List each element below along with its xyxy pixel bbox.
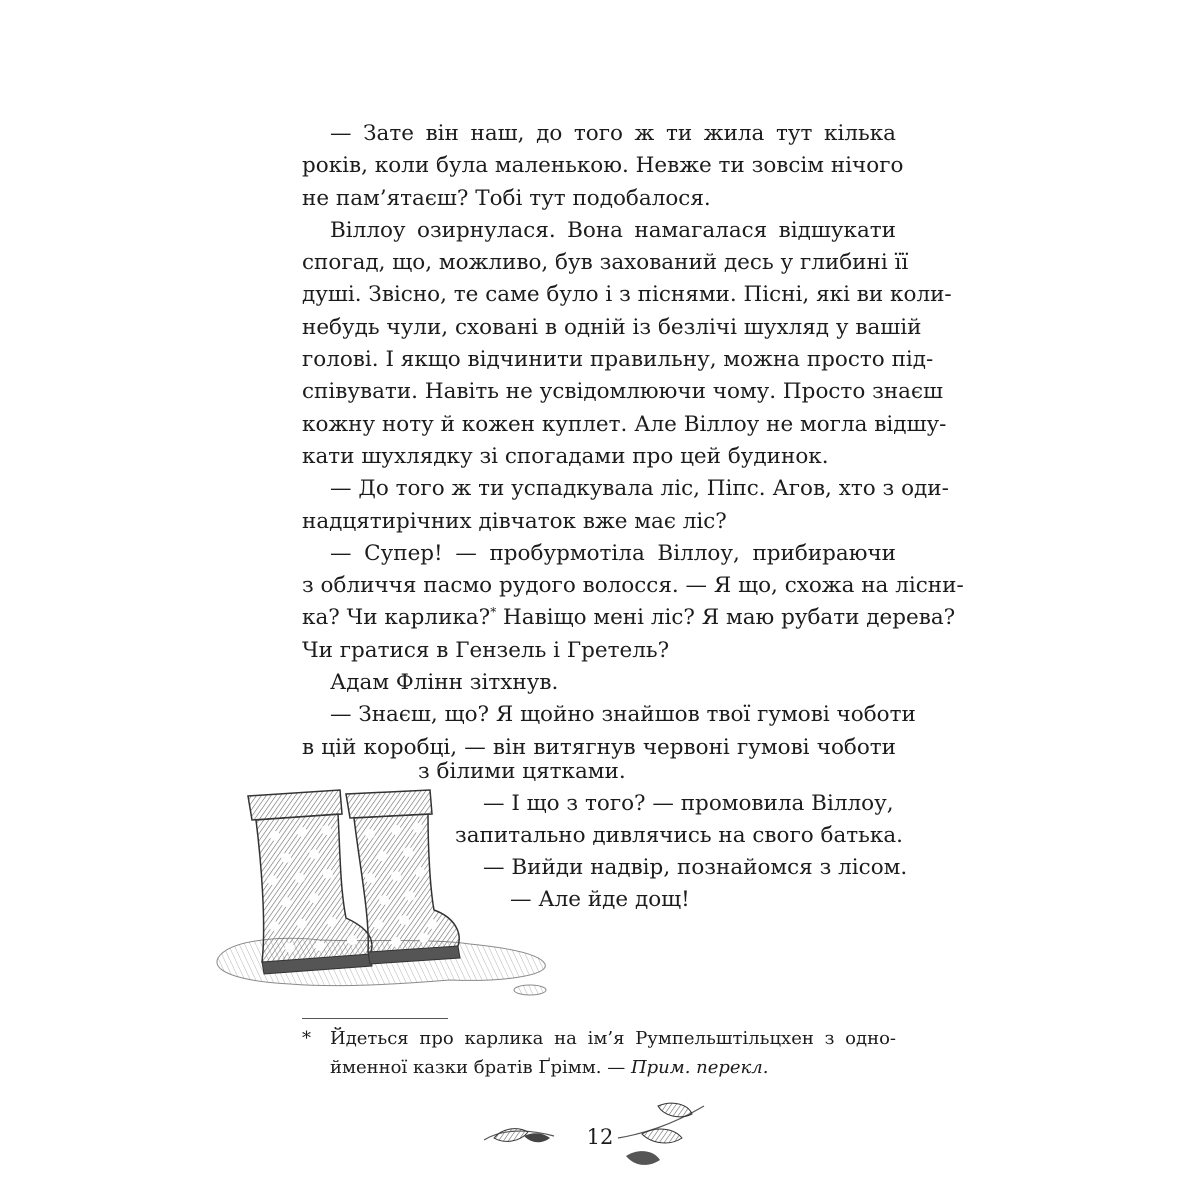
rubber-boots-illustration — [200, 778, 580, 1000]
text-line: співувати. Навіть не усвідомлюючи чому. Просто знаєш — [302, 379, 944, 405]
text-line: — Супер! — пробурмотіла Віллоу, прибираючи — [330, 540, 896, 566]
footnote-line — [302, 1053, 896, 1082]
text-line — [302, 602, 956, 634]
text-line: — Знаєш, що? Я щойно знайшов твої гумові чоботи — [330, 702, 916, 728]
text-line: не пам’ятаєш? Тобі тут подобалося. — [302, 185, 711, 211]
footnote-line — [302, 1024, 896, 1053]
text-line: років, коли була маленькою. Невже ти зовсім нічого — [302, 153, 904, 179]
footnote-text: Йдеться про карлика на ім’я Румпельштільцхен з одно- — [330, 1028, 896, 1049]
text-line: з обличчя пасмо рудого волосся. — Я що, схожа на лісни- — [302, 573, 964, 599]
footnote-text: йменної казки братів Ґрімм. — — [330, 1057, 626, 1078]
footnote-marker: * — [302, 1028, 311, 1049]
text-fragment: ка? Чи карлика? — [302, 605, 491, 631]
page-number: 12 — [586, 1125, 614, 1149]
text-line: Адам Флінн зітхнув. — [330, 670, 559, 696]
puddle-drop — [514, 985, 546, 995]
footnote — [302, 1024, 896, 1082]
text-line: кожну ноту й кожен куплет. Але Віллоу не могла відшу- — [302, 411, 947, 437]
translator-note: Прим. перекл. — [630, 1057, 769, 1078]
text-line: запитально дивлячись на свого батька. — [455, 823, 903, 848]
text-line: душі. Звісно, те саме було і з піснями. Пісні, які ви коли- — [302, 282, 952, 308]
text-line: — До того ж ти успадкувала ліс, Піпс. Агов, хто з оди- — [330, 476, 949, 502]
footnote-reference: * — [490, 605, 497, 620]
text-line: — Вийди надвір, познайомся з лісом. — [483, 855, 908, 880]
text-line: — І що з того? — промовила Віллоу, — [483, 791, 894, 816]
text-line: голові. І якщо відчинити правильну, можна просто під- — [302, 347, 934, 373]
main-text — [302, 118, 964, 764]
text-line: — Зате він наш, до того ж ти жила тут кілька — [330, 121, 896, 146]
text-line: в цій коробці, — він витягнув червоні гумові чоботи — [302, 734, 896, 760]
text-line: з білими цятками. — [418, 759, 626, 784]
text-line: Чи гратися в Гензель і Гретель? — [302, 637, 670, 663]
text-line: Віллоу озирнулася. Вона намагалася відшукати — [330, 217, 896, 243]
text-line: небудь чули, сховані в одній із безлічі шухляд у вашій — [302, 314, 922, 340]
text-line: надцятирічних дівчаток вже має ліс? — [302, 508, 727, 534]
leaf-ornament-right — [612, 1098, 712, 1170]
text-line: кати шухлядку зі спогадами про цей будинок. — [302, 443, 829, 469]
text-line: спогад, що, можливо, був захований десь у глибині її — [302, 250, 909, 276]
text-line: — Але йде дощ! — [510, 887, 690, 912]
footnote-divider — [302, 1018, 448, 1019]
leaf-ornament-left — [480, 1118, 560, 1154]
text-fragment: Навіщо мені ліс? Я маю рубати дерева? — [503, 605, 956, 631]
